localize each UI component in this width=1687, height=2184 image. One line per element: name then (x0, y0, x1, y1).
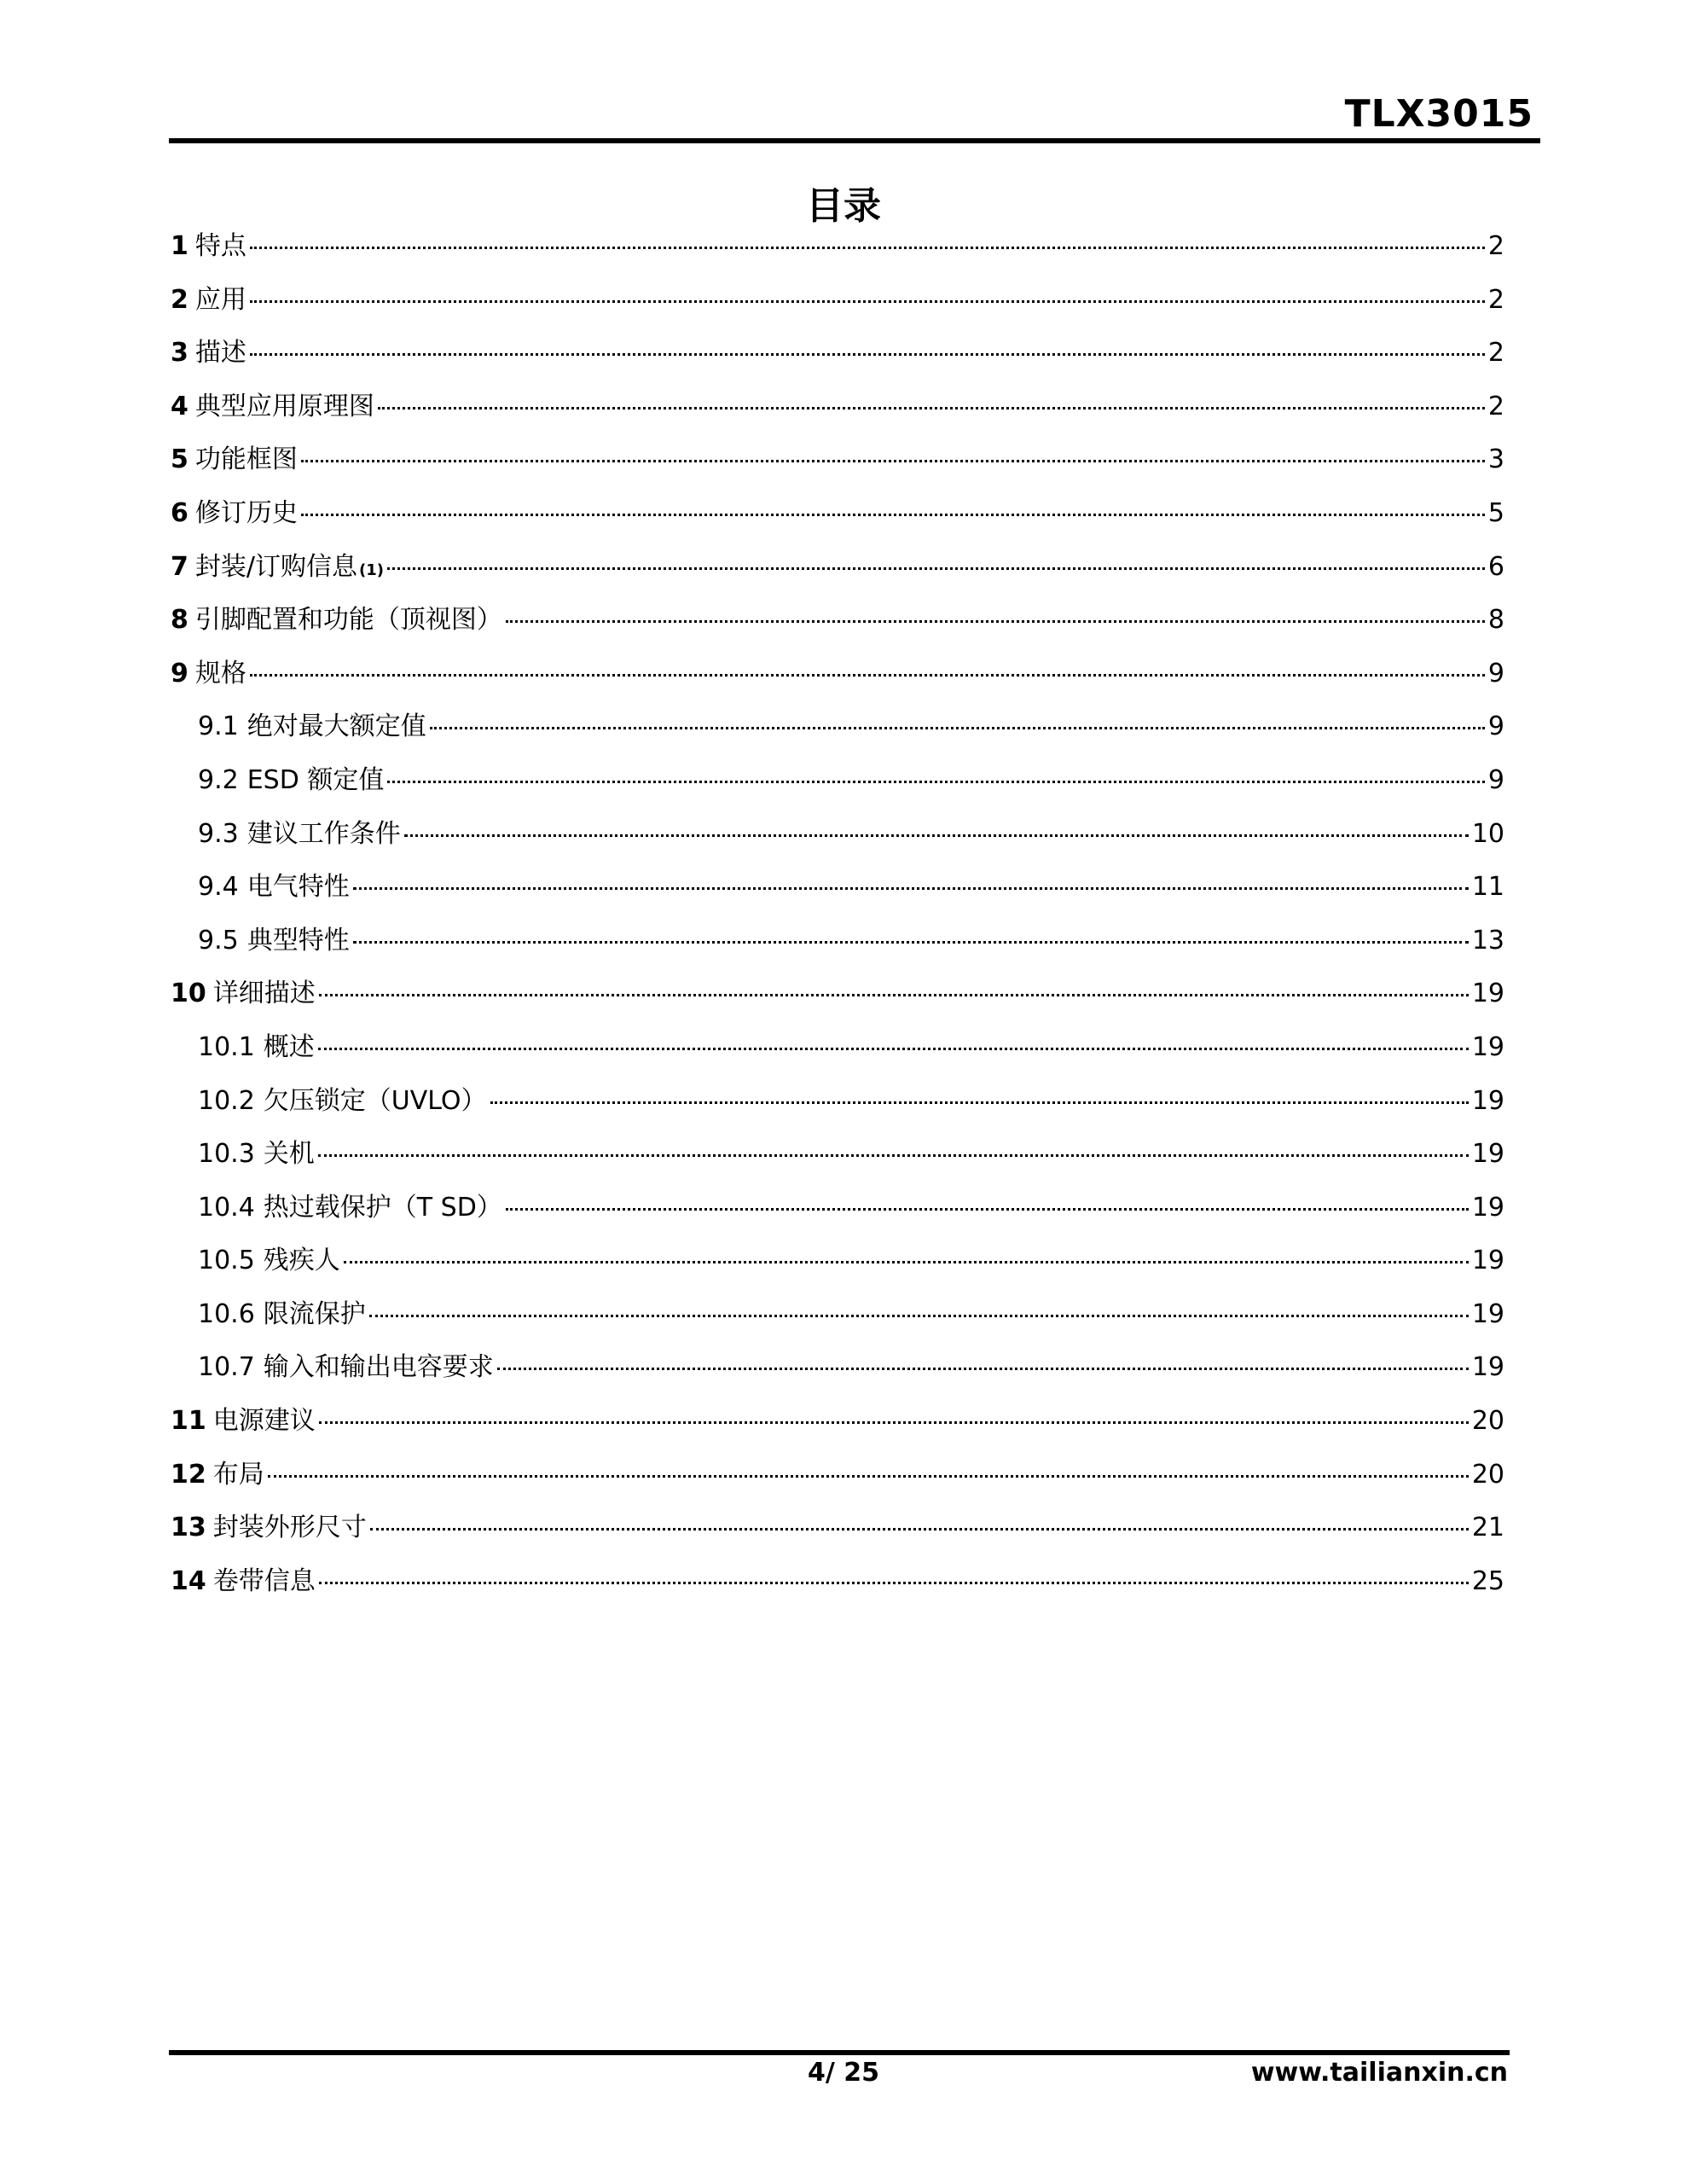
toc-entry-number: 10.2 (198, 1085, 255, 1116)
toc-entry-label: 输入和输出电容要求 (263, 1352, 494, 1383)
toc-entry-page: 19 (1471, 1031, 1504, 1062)
toc-dot-leader (387, 781, 1485, 783)
toc-entry-label: 残疾人 (263, 1246, 340, 1276)
toc-dot-leader (250, 353, 1485, 356)
toc-dot-leader (430, 727, 1485, 729)
footer-page-number: 4/ 25 (807, 2058, 880, 2088)
toc-entry-label: 详细描述 (212, 979, 316, 1009)
toc-entry-label: 建议工作条件 (246, 818, 401, 849)
toc-entry-page: 11 (1471, 872, 1504, 903)
toc-entry-page: 19 (1471, 1139, 1504, 1170)
toc-dot-leader (344, 1261, 1469, 1263)
toc-entry-number: 10.5 (198, 1246, 255, 1276)
toc-dot-leader (318, 1154, 1469, 1157)
table-of-contents (171, 220, 1504, 1608)
toc-entry-number: 10.4 (198, 1192, 255, 1223)
toc-entry-number: 6 (171, 497, 188, 528)
toc-entry-page: 6 (1487, 551, 1504, 582)
toc-entry-page: 9 (1487, 764, 1504, 795)
toc-entry-page: 10 (1471, 818, 1504, 849)
toc-entry-number: 12 (171, 1459, 206, 1490)
toc-dot-leader (404, 834, 1469, 837)
toc-entry[interactable] (171, 1021, 1504, 1075)
toc-entry-label: 功能框图 (194, 444, 298, 475)
toc-entry-label: 描述 (194, 338, 246, 369)
toc-entry-number: 11 (171, 1406, 206, 1437)
toc-dot-leader (318, 1048, 1469, 1050)
toc-entry[interactable] (171, 487, 1504, 541)
toc-entry-number: 14 (171, 1565, 206, 1596)
toc-entry-label: 限流保护 (263, 1298, 366, 1329)
toc-entry-page: 19 (1471, 1192, 1504, 1223)
footer-rule (169, 2050, 1510, 2055)
toc-entry-number: 10.7 (198, 1352, 255, 1383)
toc-entry-label: 电源建议 (212, 1406, 316, 1437)
toc-entry-label: 概述 (263, 1031, 315, 1062)
toc-entry-page: 19 (1471, 1085, 1504, 1116)
toc-entry[interactable] (171, 754, 1504, 808)
toc-entry-number: 8 (171, 605, 188, 636)
toc-dot-leader (268, 1475, 1469, 1478)
toc-entry[interactable] (171, 220, 1504, 274)
toc-entry[interactable] (171, 1182, 1504, 1235)
toc-entry[interactable] (171, 808, 1504, 862)
toc-entry-page: 19 (1471, 1246, 1504, 1276)
toc-entry-label: 特点 (194, 231, 246, 261)
toc-dot-leader (378, 407, 1485, 410)
toc-dot-leader (490, 1101, 1469, 1104)
toc-entry[interactable] (171, 648, 1504, 701)
toc-entry-number: 3 (171, 338, 188, 369)
toc-entry-number: 7 (171, 551, 188, 582)
toc-entry[interactable] (171, 1075, 1504, 1129)
toc-dot-leader (319, 1582, 1469, 1584)
toc-entry-page: 19 (1471, 1352, 1504, 1383)
toc-entry[interactable] (171, 594, 1504, 648)
toc-entry-label: ESD 额定值 (246, 764, 385, 795)
toc-entry-label: 热过载保护（T SD） (263, 1192, 502, 1223)
toc-entry[interactable] (171, 1395, 1504, 1449)
toc-entry-label: 欠压锁定（UVLO） (263, 1085, 487, 1116)
toc-dot-leader (250, 247, 1485, 249)
toc-entry[interactable] (171, 1234, 1504, 1288)
toc-entry-number: 9.1 (198, 712, 239, 742)
toc-dot-leader (250, 674, 1485, 677)
toc-dot-leader (369, 1315, 1469, 1317)
toc-dot-leader (301, 514, 1485, 516)
toc-entry-number: 9.5 (198, 925, 239, 956)
toc-entry-number: 2 (171, 284, 188, 315)
toc-entry-page: 9 (1487, 712, 1504, 742)
toc-heading: 目录 (806, 184, 881, 228)
footer-website: www.tailianxin.cn (1250, 2058, 1508, 2088)
toc-entry-page: 19 (1471, 979, 1504, 1009)
toc-entry[interactable] (171, 274, 1504, 328)
toc-dot-leader (497, 1368, 1469, 1370)
toc-entry[interactable] (171, 1128, 1504, 1182)
toc-entry-label: 卷带信息 (212, 1565, 316, 1596)
toc-entry-label: 修订历史 (194, 497, 298, 528)
toc-entry-page: 9 (1487, 658, 1504, 688)
document-header-title: TLX3015 (1344, 92, 1533, 136)
toc-entry[interactable] (171, 327, 1504, 380)
toc-dot-leader (387, 567, 1485, 570)
toc-entry-number: 1 (171, 231, 188, 261)
toc-entry-page: 2 (1487, 231, 1504, 261)
toc-entry-number: 10.1 (198, 1031, 255, 1062)
toc-entry-number: 9.3 (198, 818, 239, 849)
toc-entry-number: 4 (171, 391, 188, 421)
toc-entry-number: 9 (171, 658, 188, 688)
toc-dot-leader (301, 460, 1485, 462)
toc-entry[interactable] (171, 967, 1504, 1021)
toc-entry-page: 2 (1487, 338, 1504, 369)
toc-entry-page: 2 (1487, 391, 1504, 421)
toc-entry-label: 典型特性 (246, 925, 350, 956)
toc-dot-leader (370, 1528, 1469, 1531)
toc-entry-number: 9.2 (198, 764, 239, 795)
toc-entry-page: 19 (1471, 1298, 1504, 1329)
toc-entry-page: 3 (1487, 444, 1504, 475)
header-rule (169, 138, 1540, 143)
toc-entry-label: 绝对最大额定值 (246, 712, 426, 742)
toc-entry[interactable] (171, 380, 1504, 434)
toc-dot-leader (353, 887, 1469, 890)
toc-dot-leader (319, 1421, 1469, 1424)
toc-entry[interactable] (171, 861, 1504, 915)
toc-entry-page: 13 (1471, 925, 1504, 956)
toc-entry-page: 21 (1471, 1513, 1504, 1543)
toc-entry-page: 20 (1471, 1406, 1504, 1437)
toc-entry-page: 25 (1471, 1565, 1504, 1596)
toc-entry-number: 10.6 (198, 1298, 255, 1329)
toc-entry[interactable]: 7 封装/订购信息 (1) 6 (171, 541, 1504, 595)
toc-entry-number: 9.4 (198, 872, 239, 903)
toc-entry-page: 5 (1487, 497, 1504, 528)
toc-dot-leader (506, 620, 1485, 623)
toc-entry-label: 关机 (263, 1139, 315, 1170)
toc-entry[interactable] (171, 915, 1504, 968)
toc-entry-label: 封装外形尺寸 (212, 1513, 367, 1543)
toc-entry-page: 20 (1471, 1459, 1504, 1490)
toc-entry-number: 13 (171, 1513, 206, 1543)
toc-entry[interactable] (171, 1341, 1504, 1395)
toc-entry-number: 5 (171, 444, 188, 475)
toc-entry[interactable] (171, 700, 1504, 754)
toc-entry-number: 10.3 (198, 1139, 255, 1170)
toc-entry[interactable] (171, 1288, 1504, 1342)
toc-entry-page: 8 (1487, 605, 1504, 636)
toc-entry-label: 应用 (194, 284, 246, 315)
toc-entry[interactable] (171, 1555, 1504, 1609)
toc-entry-page: 2 (1487, 284, 1504, 315)
toc-dot-leader (353, 941, 1469, 944)
toc-entry-label: 布局 (212, 1459, 264, 1490)
toc-entry-number: 10 (171, 979, 206, 1009)
toc-entry-label: 电气特性 (246, 872, 350, 903)
toc-entry-label: 引脚配置和功能（顶视图） (194, 605, 502, 636)
toc-entry-label: 典型应用原理图 (194, 391, 374, 421)
toc-entry[interactable] (171, 1449, 1504, 1502)
toc-entry-label: 规格 (194, 658, 246, 688)
toc-entry[interactable] (171, 1502, 1504, 1555)
toc-dot-leader (506, 1208, 1469, 1211)
toc-dot-leader (319, 994, 1469, 996)
toc-dot-leader (250, 300, 1485, 303)
toc-entry-label: 封装/订购信息 (194, 551, 357, 582)
toc-entry[interactable] (171, 433, 1504, 487)
